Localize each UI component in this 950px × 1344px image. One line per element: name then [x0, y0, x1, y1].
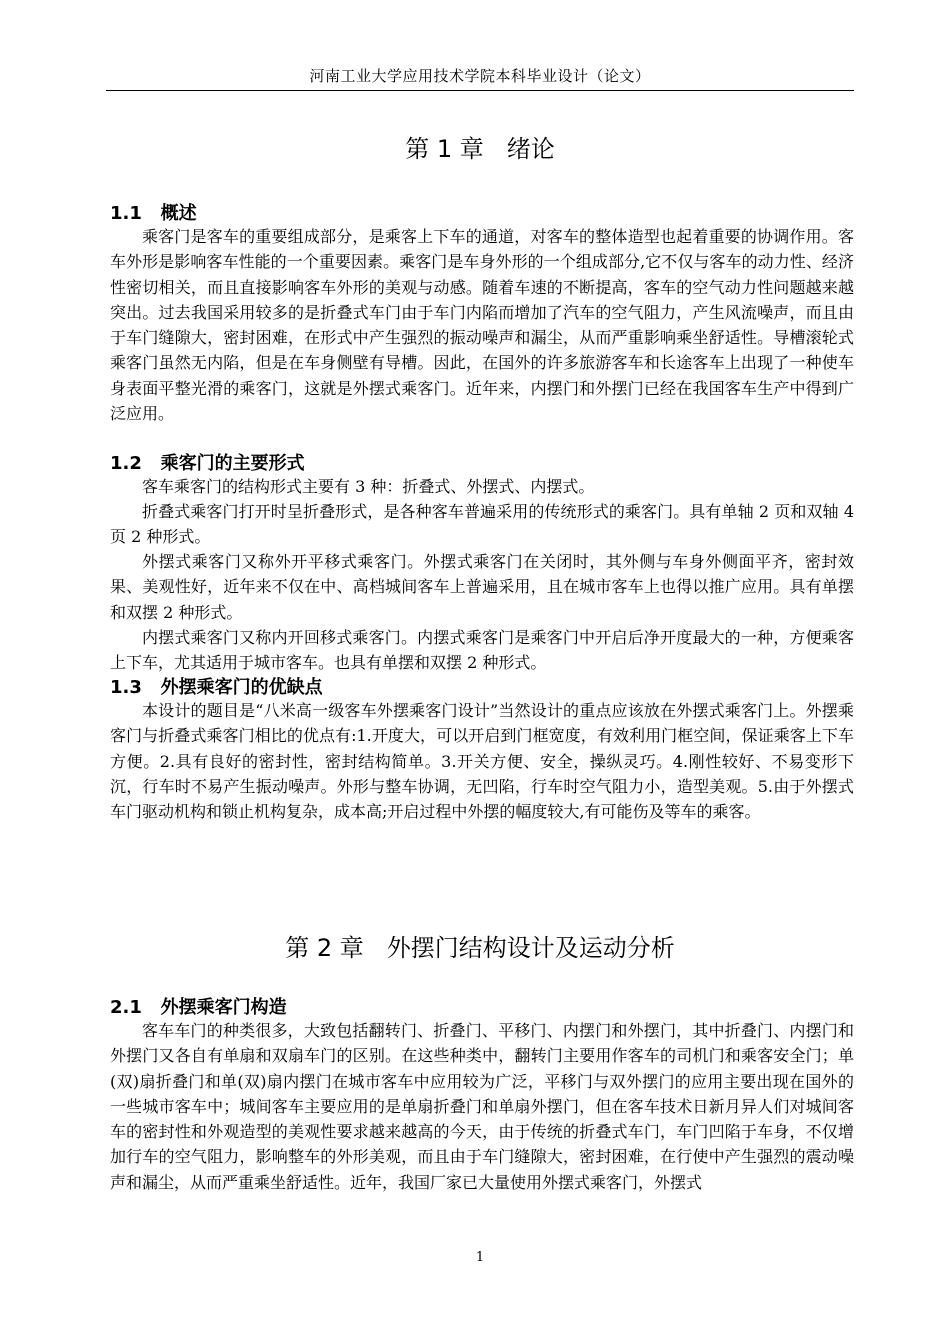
section-1-3-paragraph: 本设计的题目是“八米高一级客车外摆乘客门设计”当然设计的重点应该放在外摆式乘客门上。外摆乘客门与折叠式乘客门相比的优点有:1.开度大，可以开启到门框宽度，有效利用门框空间，保证乘客上下车方便。2.具有良好的密封性，密封结构简单。3.开关方便、安全，操纵灵巧。4.刚性较好、不易变形下沉，行车时不易产生振动噪声。外形与整车协调，无凹陷，行车时空气阻力小，造型美观。5.由于外摆式车门驱动机构和锁止机构复杂，成本高;开启过程中外摆的幅度较大,有可能伤及等车的乘客。 [110, 701, 854, 822]
chapter-2-title: 第 2 章 外摆门结构设计及运动分析 [285, 934, 675, 962]
section-1-1-paragraph: 乘客门是客车的重要组成部分，是乘客上下车的通道，对客车的整体造型也起着重要的协调作用。客车外形是影响客车性能的一个重要因素。乘客门是车身外形的一个组成部分,它不仅与客车的动力性、经济性密切相关，而且直接影响客车外形的美观与动感。随着车速的不断提高，客车的空气动力性问题越来越突出。过去我国采用较多的是折叠式车门由于车门内陷而增加了汽车的空气阻力，产生风流噪声，而且由于车门缝隙大，密封困难，在形式中产生强烈的振动噪声和漏尘，从而严重影响乘坐舒适性。导槽滚轮式乘客门虽然无内陷，但是在车身侧壁有导槽。因此，在国外的许多旅游客车和长途客车上出现了一种使车身表面平整光滑的乘客门，这就是外摆式乘客门。近年来，内摆门和外摆门已经在我国客车生产中得到广泛应用。 [110, 227, 854, 424]
section-2-1-paragraph: 客车车门的种类很多，大致包括翻转门、折叠门、平移门、内摆门和外摆门，其中折叠门、内摆门和外摆门又各自有单扇和双扇车门的区别。在这些种类中，翻转门主要用作客车的司机门和乘客安全门；单(双)扇折叠门和单(双)扇内摆门在城市客车中应用较为广泛，平移门与双外摆门的应用主要出现在国外的一些城市客车中；城间客车主要应用的是单扇折叠门和单扇外摆门，但在客车技术日新月异人们对城间客车的密封性和外观造型的美观性要求越来越高的今天，由于传统的折叠式车门，车门凹陷于车身，不仅增加行车的空气阻力，影响整车的外形美观，而且由于车门缝隙大，密封困难，在行使中产生强烈的震动噪声和漏尘，从而严重乘坐舒适性。近年，我国厂家已大量使用外摆式乘客门，外摆式 [110, 1021, 854, 1192]
page-number: 1 [475, 1250, 485, 1265]
section-2-1-heading: 2.1 外摆乘客门构造 [110, 997, 287, 1018]
section-1-2-paragraph-1: 客车乘客门的结构形式主要有 3 种：折叠式、外摆式、内摆式。 [142, 477, 595, 496]
section-1-2-heading: 1.2 乘客门的主要形式 [110, 453, 305, 474]
section-1-3-heading: 1.3 外摆乘客门的优缺点 [110, 677, 323, 698]
section-1-2-paragraph-3: 外摆式乘客门又称外开平移式乘客门。外摆式乘客门在关闭时，其外侧与车身外侧面平齐，密封效果、美观性好，近年来不仅在中、高档城间客车上普遍采用，且在城市客车上也得以推广应用。具有单摆和双摆 2 种形式。 [110, 552, 854, 622]
running-header: 河南工业大学应用技术学院本科毕业设计（论文） [309, 67, 651, 85]
chapter-1-title: 第 1 章 绪论 [405, 135, 555, 163]
section-1-2-paragraph-2: 折叠式乘客门打开时呈折叠形式，是各种客车普遍采用的传统形式的乘客门。具有单轴 2 页和双轴 4 页 2 种形式。 [110, 502, 854, 547]
section-1-2-paragraph-4: 内摆式乘客门又称内开回移式乘客门。内摆式乘客门是乘客门中开启后净开度最大的一种，方便乘客上下车，尤其适用于城市客车。也具有单摆和双摆 2 种形式。 [110, 628, 854, 673]
section-1-1-heading: 1.1 概述 [110, 203, 197, 224]
header-rule [106, 90, 854, 91]
